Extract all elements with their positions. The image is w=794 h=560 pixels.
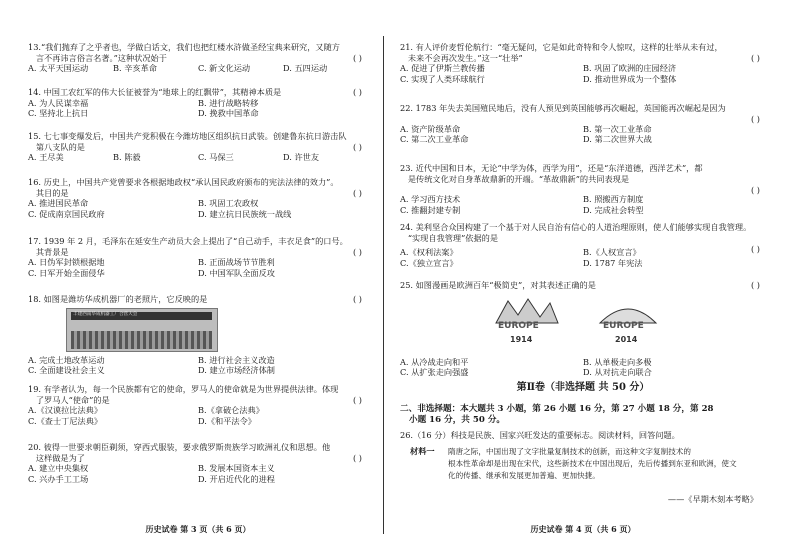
question-text: 19. 有学者认为，每一个民族都有它的使命，罗马人的使命就是为世界提供法律。体现 了罗马人“使命”的是	[28, 384, 339, 405]
answer-bracket: ( )	[353, 294, 362, 304]
option-c: C. 促成南京国民政府	[28, 208, 105, 219]
photo-container	[28, 305, 368, 355]
option-c: C. 第二次工业革命	[400, 134, 469, 144]
answer-bracket: ( )	[353, 247, 362, 257]
option-a: A. 建立中央集权	[28, 463, 89, 473]
cartoon-label-left: EUROPE	[498, 320, 539, 331]
option-c: C. 兴办手工工场	[28, 473, 89, 484]
question-19	[28, 384, 368, 426]
option-a: A.《汉谟拉比法典》	[28, 405, 103, 415]
option-b: B. 进行战略转移	[198, 97, 259, 108]
option-b: B. 巩固了欧洲的庄园经济	[583, 63, 677, 73]
cartoon-label-right: EUROPE	[603, 320, 644, 331]
option-d: D. 推动世界成为一个整体	[583, 73, 677, 84]
option-b: B. 辛亥革命	[113, 63, 157, 73]
option-b: B. 第一次工业革命	[583, 123, 652, 134]
cartoon-year-right: 2014	[615, 334, 638, 344]
option-b: B.《拿破仑法典》	[198, 405, 264, 415]
option-a: A.《权利法案》	[400, 247, 458, 257]
question-14	[28, 87, 368, 119]
option-d: D.《和平法令》	[198, 415, 256, 426]
option-d: D. 开启近代化的进程	[198, 473, 275, 484]
question-15	[28, 131, 368, 163]
answer-bracket: ( )	[751, 53, 760, 63]
option-a: A. 太平天国运动	[28, 63, 89, 73]
material-label: 材料一	[410, 446, 435, 456]
option-d: D. 挽救中国革命	[198, 108, 259, 118]
page-footer: 历史试卷 第 4 页（共 6 页）	[530, 523, 636, 534]
question-25	[400, 280, 766, 378]
page-footer: 历史试卷 第 3 页（共 6 页）	[145, 523, 251, 534]
answer-bracket: ( )	[751, 244, 760, 254]
option-b: B. 巩固工农政权	[198, 198, 259, 208]
question-text: 14. 中国工农红军的伟大长征被誉为“地球上的红飘带”，其精神本质是	[28, 87, 282, 97]
option-c: C. 从扩张走向强盛	[400, 367, 469, 377]
option-c: C. 实现了人类环球航行	[400, 73, 485, 84]
question-22	[400, 103, 766, 145]
question-text: 23. 近代中国和日本，无论“中学为体，西学为用”，还是“东洋道德，西洋艺术”，都 是传统文化对自身革故鼎新的开端。“革故鼎新”的共同表现是	[400, 163, 703, 184]
question-text: 18. 如图是潍坊华成机器厂的老照片，它反映的是	[28, 294, 208, 304]
broken-shape-icon	[496, 299, 558, 323]
left-page	[28, 0, 368, 560]
answer-bracket: ( )	[353, 53, 362, 63]
option-a: A. 完成土地改革运动	[28, 354, 105, 365]
option-a: A. 促进了伊斯兰教传播	[400, 63, 485, 73]
question-text: 21. 有人评价麦哲伦航行：“毫无疑问，它是如此奇特和令人惊叹，这样的壮举从未有过， 未来不会再次发生。”这一“壮举”	[400, 42, 723, 63]
option-a: A. 日伪军封锁根据地	[28, 257, 105, 267]
answer-bracket: ( )	[353, 453, 362, 463]
material-text: 隋唐之际，中国出现了文字批量复制技术的创新，而这种文字复制技术的 根本性革命却是出现在宋代，这些新技术在中国出现后，先后传播到东亚和欧洲，使文 化的传播、继承和发展更加普遍、更加快捷。	[448, 447, 737, 481]
factory-photo	[66, 308, 218, 352]
question-text: 16. 历史上，中国共产党曾要求各根据地政权“承认国民政府颁布的宪法法律的效力”。 其目的是	[28, 177, 339, 198]
option-d: D. 1787 年宪法	[583, 257, 643, 268]
right-page	[400, 0, 766, 560]
option-b: B.《人权宣言》	[583, 247, 641, 257]
option-b: B. 从单极走向多极	[583, 356, 652, 367]
option-b: B. 照搬西方制度	[583, 194, 644, 204]
option-d: D. 第二次世界大战	[583, 134, 652, 144]
material-source: ——《早期木刻本考略》	[667, 494, 758, 504]
option-c: C. 推翻封建专制	[400, 204, 461, 215]
option-b: B. 发展本国资本主义	[198, 463, 275, 473]
question-text: 22. 1783 年失去美国殖民地后，没有人预见到英国能够再次崛起，英国能再次崛起是因为	[400, 103, 726, 113]
europe-cartoon	[400, 291, 766, 357]
section-heading: 二、非选择题：本大题共 3 小题，第 26 小题 16 分，第 27 小题 18 分，第 28 小题 16 分，共 50 分。	[400, 404, 714, 425]
option-a: A. 从冷战走向和平	[400, 356, 469, 367]
option-d: D. 建立抗日民族统一战线	[198, 208, 292, 219]
question-23	[400, 163, 766, 215]
question-13	[28, 42, 368, 74]
question-16	[28, 177, 368, 219]
option-d: D. 许世友	[283, 152, 320, 162]
option-c: C.《独立宣言》	[400, 257, 458, 268]
question-text: 24. 美利坚合众国构建了一个基于对人民自治有信心的人道治理原则，使人们能够实现自我管理。 “实现自我管理”依据的是	[400, 222, 752, 243]
option-a: A. 学习西方技术	[400, 194, 461, 204]
option-c: C. 坚持北上抗日	[28, 108, 89, 118]
answer-bracket: ( )	[353, 395, 362, 405]
answer-bracket: ( )	[353, 87, 362, 97]
option-b: B. 陈毅	[113, 152, 141, 162]
question-text: 17. 1939 年 2 月，毛泽东在延安生产动员大会上提出了“自己动手，丰衣足食”的口号。 其背景是	[28, 236, 348, 257]
option-b: B. 正面战场节节胜利	[198, 257, 275, 267]
option-c: C. 全面建设社会主义	[28, 365, 105, 375]
question-24	[400, 222, 766, 268]
option-d: D. 建立市场经济体制	[198, 365, 275, 375]
option-d: D. 中国军队全面反攻	[198, 267, 275, 278]
section-title: 第Ⅱ卷（非选择题 共 50 分）	[516, 382, 650, 393]
question-text: 20. 彼得一世要求朝臣剃须，穿西式服装，要求俄罗斯贵族学习欧洲礼仪和思想。他 这样做是为了	[28, 442, 331, 463]
question-text: 25. 如图漫画是欧洲百年“极简史”，对其表述正确的是	[400, 280, 596, 290]
question-17	[28, 236, 368, 278]
page-divider	[383, 36, 384, 534]
option-c: C. 新文化运动	[198, 63, 251, 73]
crowd-silhouette	[71, 331, 212, 349]
option-c: C. 日军开始全面侵华	[28, 267, 105, 278]
question-text: 15. 七七事变爆发后，中国共产党积极在今潍坊地区组织抗日武装。创建鲁东抗日游击队 第八支队的是	[28, 131, 347, 152]
option-a: A. 资产阶级革命	[400, 123, 461, 134]
option-d: D. 从对抗走向联合	[583, 367, 652, 377]
question-18	[28, 294, 368, 376]
option-c: C.《查士丁尼法典》	[28, 415, 103, 426]
question-21	[400, 42, 766, 84]
option-c: C. 马保三	[198, 152, 234, 162]
option-d: D. 完成社会转型	[583, 204, 644, 215]
question-text: 13.“我们抛弃了之乎者也，学做白话文，我们也把红楼水浒做圣经宝典来研究，又随方 言不再讳言俗言名著。”这种状况始于	[28, 42, 340, 63]
question-26-intro: 26.（16 分）科技是民族、国家兴旺发达的重要标志。阅读材料，回答问题。	[400, 430, 680, 440]
cartoon-year-left: 1914	[510, 334, 533, 344]
answer-bracket: ( )	[353, 188, 362, 198]
option-a: A. 王尽美	[28, 152, 64, 162]
answer-bracket: ( )	[353, 142, 362, 152]
answer-bracket: ( )	[751, 280, 760, 290]
question-20	[28, 442, 368, 484]
option-a: A. 为人民谋幸福	[28, 97, 89, 108]
option-b: B. 进行社会主义改造	[198, 354, 275, 365]
photo-banner-text: 丰建西南华成机器工厂合营大会	[73, 311, 138, 317]
answer-bracket: ( )	[751, 185, 760, 195]
option-a: A. 推进国民革命	[28, 198, 89, 208]
answer-bracket: ( )	[751, 114, 760, 124]
option-d: D. 五四运动	[283, 63, 328, 73]
